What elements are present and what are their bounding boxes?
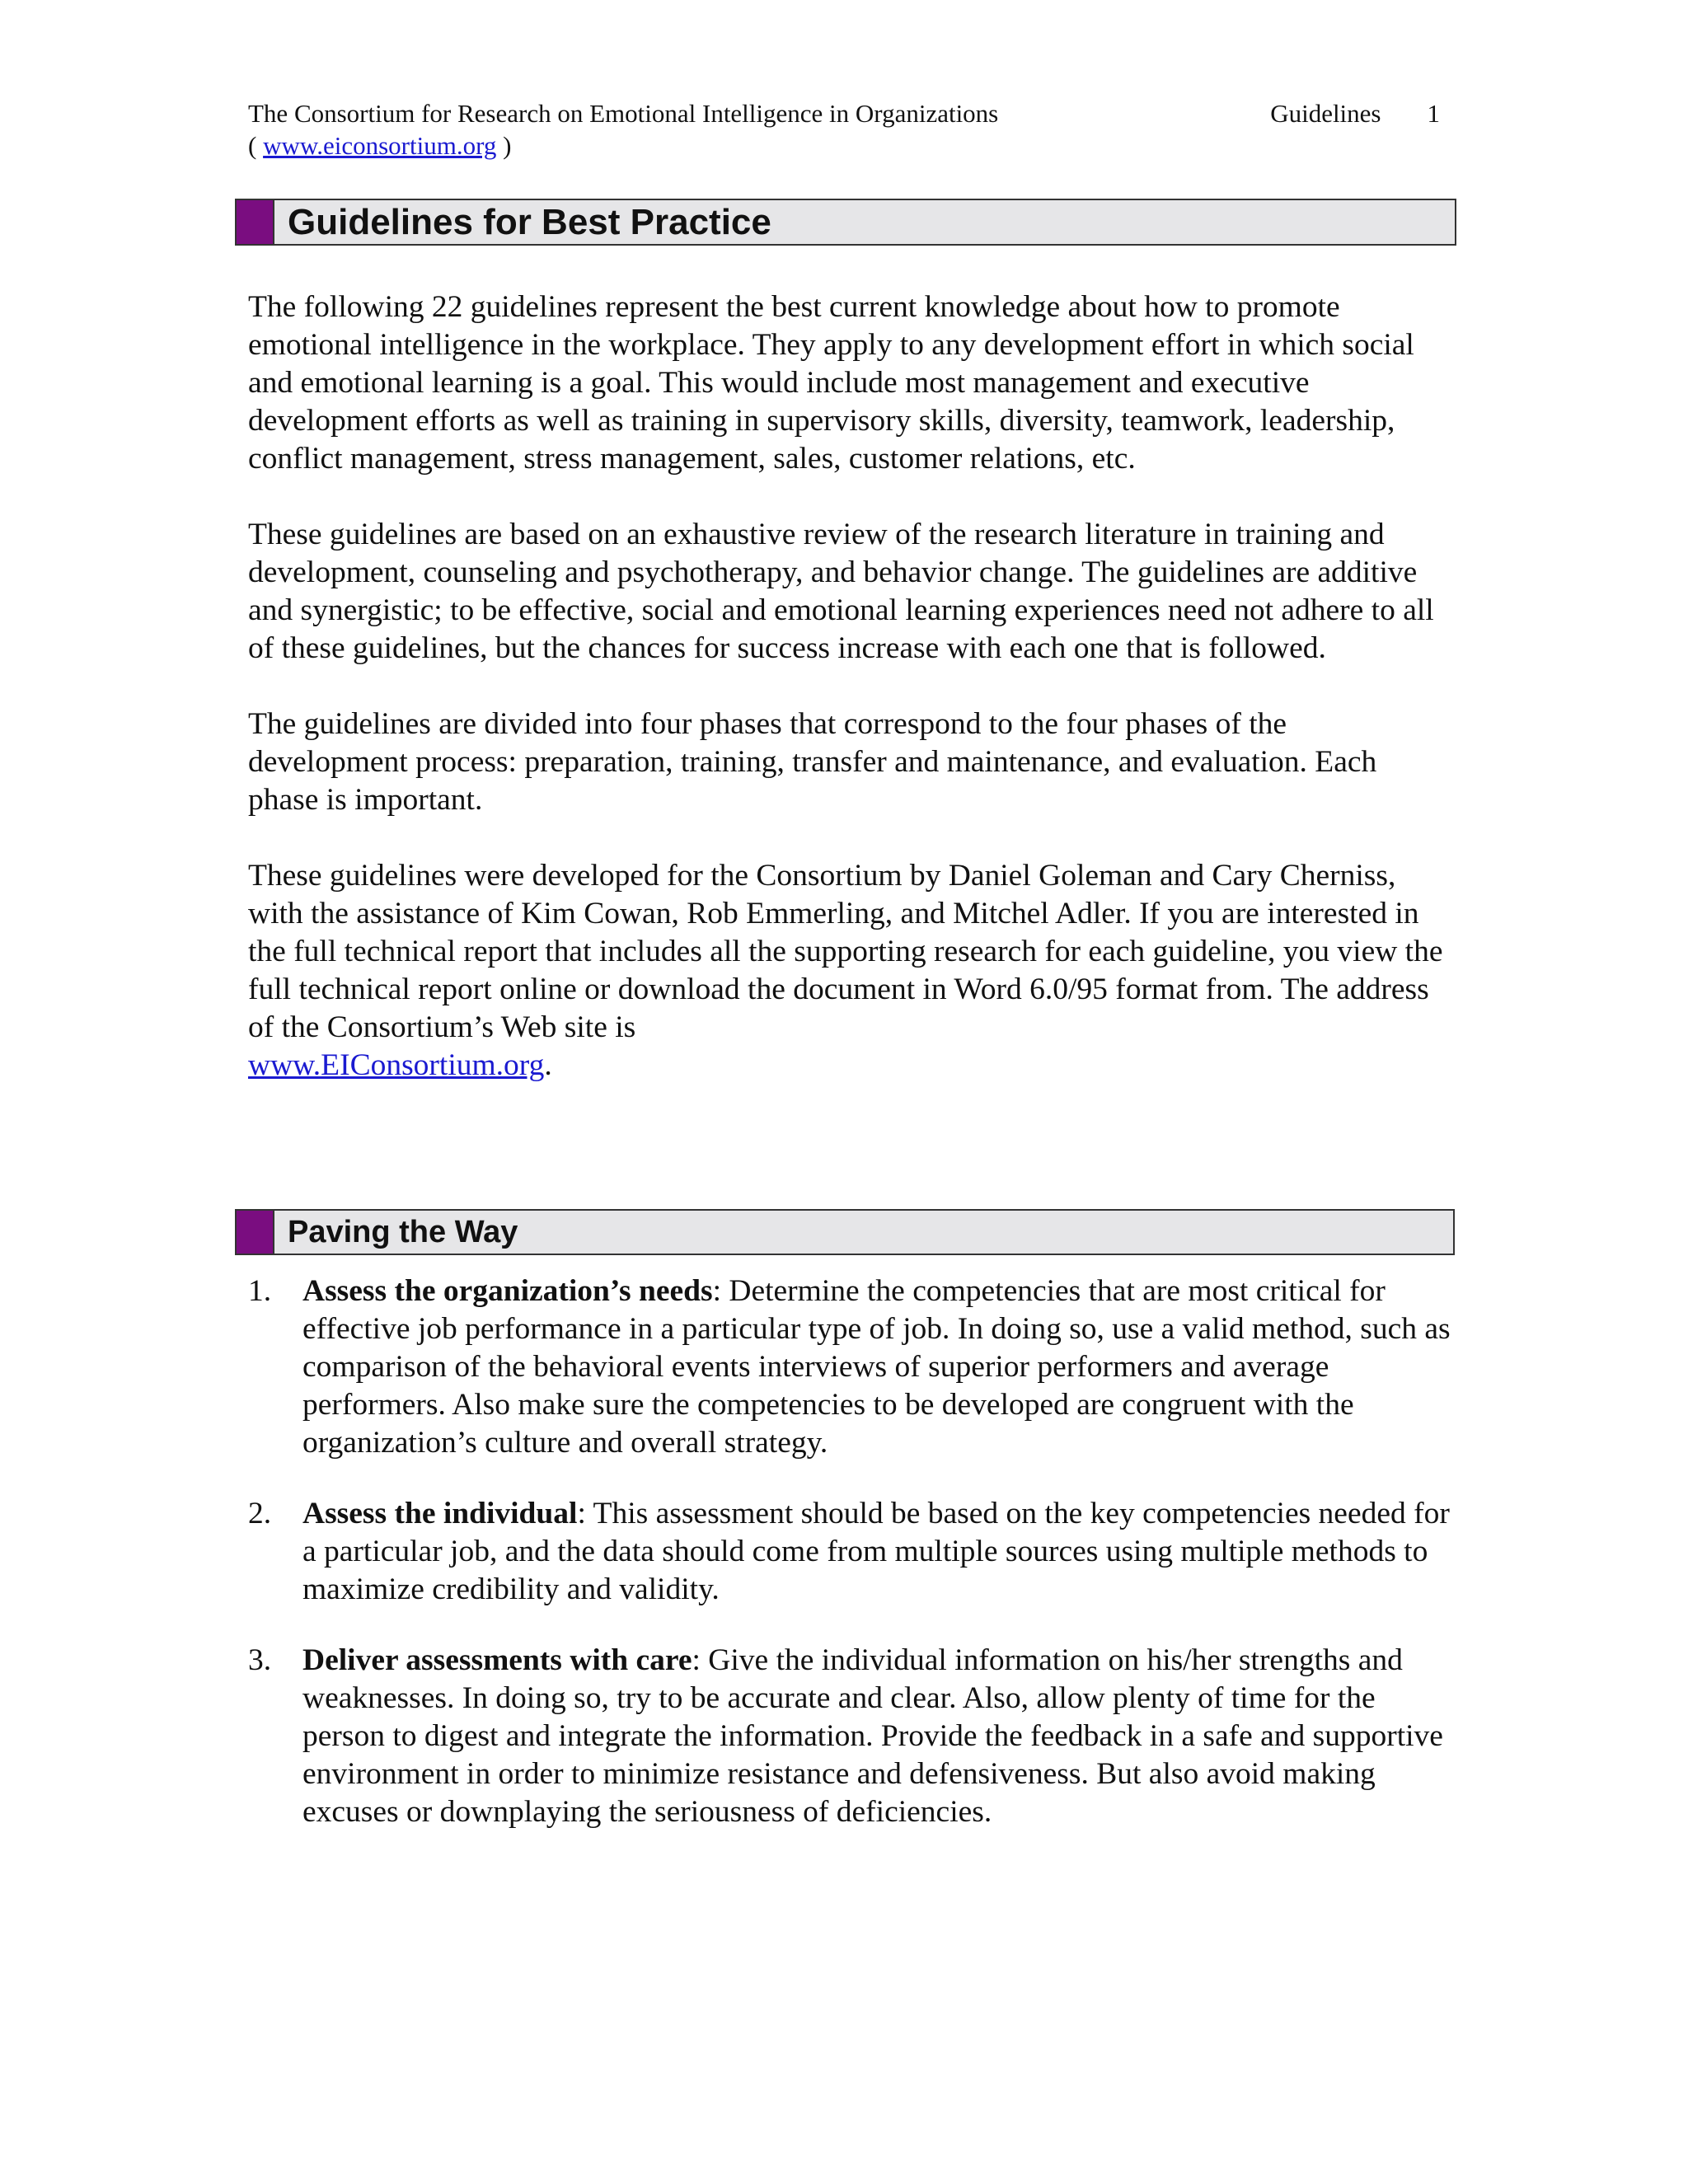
header-top-row bbox=[248, 97, 1440, 129]
paving-section-marker bbox=[237, 1211, 274, 1254]
intro-paragraph-4-text: These guidelines were developed for the Consortium by Daniel Goleman and Cary Cherniss, with the assistance of Kim Cowan, Rob Emmerling, and Mitchel Adler. If you are interested in the full technical report that includes all the supporting research for each guideline, you view the full technical report online or download the document in Word 6.0/95 format from. The address of the Consortium’s Web site is bbox=[248, 859, 1443, 1044]
list-item-number: 2. bbox=[248, 1497, 272, 1530]
paving-section-title: Paving the Way bbox=[288, 1214, 518, 1249]
header-url-link[interactable]: www.eiconsortium.org bbox=[263, 131, 497, 160]
list-item bbox=[248, 1642, 1451, 1831]
header-section-label: Guidelines bbox=[1270, 99, 1381, 128]
paving-section-bar bbox=[235, 1209, 1455, 1255]
header-org-name: The Consortium for Research on Emotional Intelligence in Organizations bbox=[248, 99, 999, 128]
list-item-text: : This assessment should be based on the key competencies needed for a particular job, and the data should come from multiple sources using multiple methods to maximize credibility and validity. bbox=[302, 1497, 1450, 1606]
header-right bbox=[1270, 97, 1440, 129]
guidelines-list bbox=[248, 1272, 1451, 1864]
page-header bbox=[248, 97, 1440, 162]
list-item-heading: Assess the individual bbox=[302, 1497, 578, 1530]
list-item-body bbox=[302, 1272, 1451, 1462]
header-page-number: 1 bbox=[1427, 99, 1440, 128]
list-item-body bbox=[302, 1642, 1451, 1831]
header-url-open: ( bbox=[248, 131, 264, 160]
list-item-number: 3. bbox=[248, 1643, 272, 1677]
list-item bbox=[248, 1272, 1451, 1462]
list-item-heading: Deliver assessments with care bbox=[302, 1643, 692, 1677]
header-url-line bbox=[248, 129, 1440, 162]
intro-text bbox=[248, 288, 1451, 1122]
intro-paragraph-4-end: . bbox=[544, 1048, 552, 1082]
list-item-text: : Give the individual information on his/her strengths and weaknesses. In doing so, try to be accurate and clear. Also, allow plenty of time for the person to digest and integrate the information. Provide the feedback in a safe and supportive environment in order to minimize resistance and defensiveness. But also avoid making excuses or downplaying the seriousness of deficiencies. bbox=[302, 1643, 1443, 1829]
list-item-heading: Assess the organization’s needs bbox=[302, 1274, 713, 1308]
intro-paragraph-2: These guidelines are based on an exhaustive review of the research literature in training and development, counseling and psychotherapy, and behavior change. The guidelines are additive and synergistic; to be effective, social and emotional learning experiences need not adhere to all of these guidelines, but the chances for success increase with each one that is followed. bbox=[248, 518, 1434, 665]
list-item-number: 1. bbox=[248, 1274, 272, 1308]
intro-paragraph-3: The guidelines are divided into four phases that correspond to the four phases of the development process: preparation, training, transfer and maintenance, and evaluation. Each phase is important. bbox=[248, 707, 1377, 817]
intro-paragraph-4 bbox=[248, 857, 1451, 1085]
main-section-marker bbox=[237, 200, 274, 244]
header-url-close: ) bbox=[496, 131, 512, 160]
consortium-link[interactable]: www.EIConsortium.org bbox=[248, 1048, 545, 1082]
list-item-text: : Determine the competencies that are most critical for effective job performance in a particular type of job. In doing so, use a valid method, such as comparison of the behavioral events interviews of superior performers and average performers. Also make sure the competencies to be developed are congruent with the organization’s culture and overall strategy. bbox=[302, 1274, 1451, 1460]
list-item-body bbox=[302, 1495, 1451, 1609]
list-item bbox=[248, 1495, 1451, 1609]
main-section-title: Guidelines for Best Practice bbox=[288, 201, 771, 242]
intro-paragraph-1: The following 22 guidelines represent the best current knowledge about how to promote emotional intelligence in the workplace. They apply to any development effort in which social and emotional learning is a goal. This would include most management and executive development efforts as well as training in supervisory skills, diversity, teamwork, leadership, conflict management, stress management, sales, customer relations, etc. bbox=[248, 290, 1414, 476]
main-section-bar bbox=[235, 199, 1456, 246]
